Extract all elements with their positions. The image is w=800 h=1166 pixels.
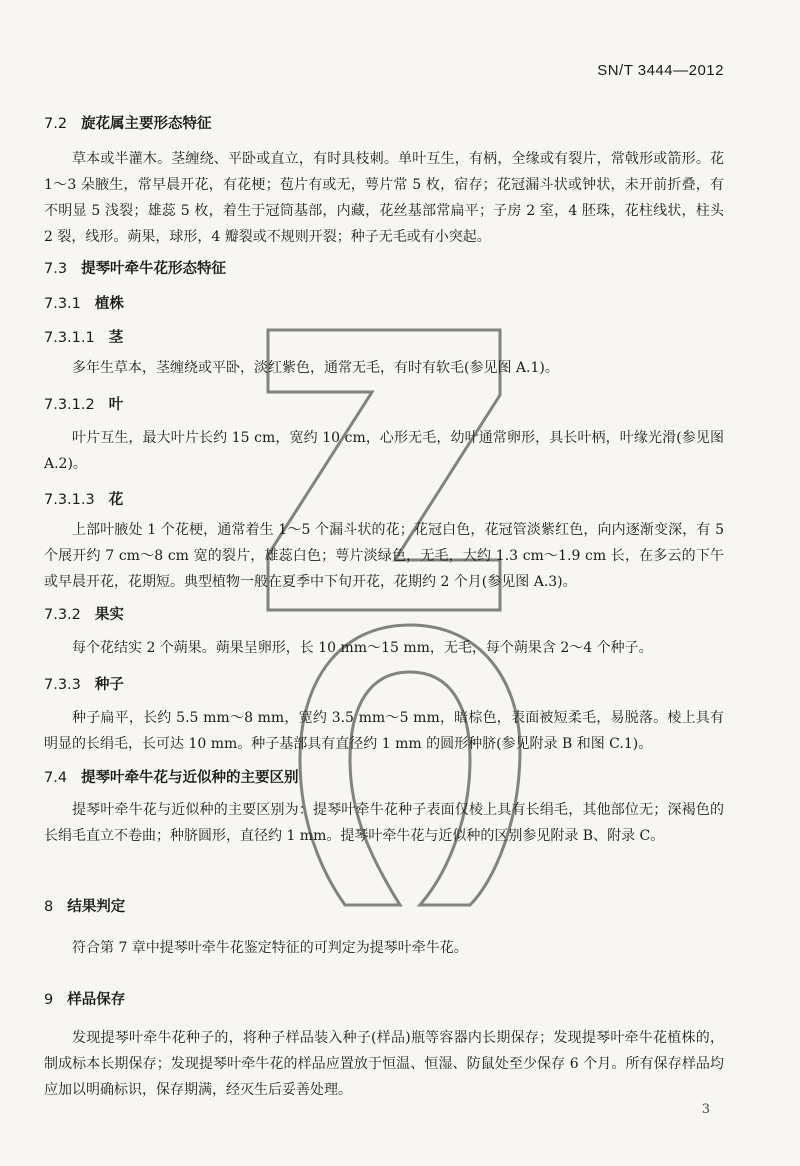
section-number: 7.3.1 bbox=[44, 296, 81, 312]
section-number: 7.2 bbox=[44, 116, 68, 132]
page-number: 3 bbox=[701, 1102, 710, 1117]
standard-code: SN/T 3444—2012 bbox=[597, 62, 724, 79]
paragraph-judgement: 符合第 7 章中提琴叶牵牛花鉴定特征的可判定为提琴叶牵牛花。 bbox=[72, 940, 468, 956]
section-heading-7-4 bbox=[44, 766, 299, 787]
paragraph-fruit: 每个花结实 2 个蒴果。蒴果呈卵形，长 10 mm～15 mm，无毛，每个蒴果含 2～4 个种子。 bbox=[72, 640, 653, 656]
section-title: 结果判定 bbox=[67, 899, 126, 915]
section-title: 提琴叶牵牛花形态特征 bbox=[81, 261, 227, 277]
section-title: 果实 bbox=[94, 607, 124, 623]
section-heading-7-2 bbox=[44, 112, 212, 133]
section-title: 样品保存 bbox=[67, 992, 126, 1008]
section-title: 植株 bbox=[94, 296, 124, 312]
paragraph-differences: 提琴叶牵牛花与近似种的主要区别为：提琴叶牵牛花种子表面仅棱上具有长绢毛，其他部位无；深褐色的长绢毛直立不卷曲；种脐圆形，直径约 1 mm。提琴叶牵牛花与近似种的区别参见附录 B、附录 C。 bbox=[44, 802, 724, 844]
paragraph-seed: 种子扁平，长约 5.5 mm～8 mm，宽约 3.5 mm～5 mm，暗棕色，表面被短柔毛，易脱落。棱上具有明显的长绢毛，长可达 10 mm。种子基部具有直径约 1 mm 的圆形种脐(参见附录 B 和图 C.1)。 bbox=[44, 710, 724, 752]
section-title: 种子 bbox=[94, 677, 124, 693]
section-heading-7-3 bbox=[44, 257, 226, 278]
section-heading-7-3-1 bbox=[44, 292, 124, 313]
section-title: 叶 bbox=[108, 397, 124, 413]
section-number: 8 bbox=[44, 899, 54, 915]
section-heading-7-3-3 bbox=[44, 673, 124, 694]
paragraph-7-2: 草本或半灌木。茎缠绕、平卧或直立，有时具枝刺。单叶互生，有柄，全缘或有裂片，常戟形或箭形。花 1～3 朵腋生，常早晨开花，有花梗；苞片有或无，萼片常 5 枚，宿存；花冠漏斗状或钟状，未开前折叠，有不明显 5 浅裂；雄蕊 5 枚，着生于冠筒基部，内藏，花丝基部常扁平；子房 2 室，4 胚珠，花柱线状，柱头 2 裂，线形。蒴果，球形，4 瓣裂或不规则开裂；种子无毛或有小突起。 bbox=[44, 151, 724, 245]
section-heading-9 bbox=[44, 988, 125, 1009]
section-heading-7-3-1-3 bbox=[44, 488, 123, 509]
section-heading-8 bbox=[44, 895, 125, 916]
section-heading-7-3-2 bbox=[44, 603, 124, 624]
section-number: 7.3.1.1 bbox=[44, 330, 95, 346]
paragraph-stem: 多年生草本，茎缠绕或平卧，淡红紫色，通常无毛，有时有软毛(参见图 A.1)。 bbox=[72, 360, 559, 376]
section-number: 7.3 bbox=[44, 261, 68, 277]
paragraph-flower: 上部叶腋处 1 个花梗，通常着生 1～5 个漏斗状的花；花冠白色，花冠管淡紫红色，向内逐渐变深，有 5 个展开约 7 cm～8 cm 宽的裂片，雄蕊白色；萼片淡绿色，无毛，大约 1.3 cm～1.9 cm 长，在多云的下午或早晨开花，花期短。典型植物一般在夏季中下旬开花，花期约 2 个月(参见图 A.3)。 bbox=[44, 522, 724, 590]
paragraph-storage: 发现提琴叶牵牛花种子的，将种子样品装入种子(样品)瓶等容器内长期保存；发现提琴叶牵牛花植株的，制成标本长期保存；发现提琴叶牵牛花的样品应置放于恒温、恒湿、防鼠处至少保存 6 个月。所有保存样品均应加以明确标识，保存期满，经灭生后妥善处理。 bbox=[44, 1030, 724, 1098]
section-heading-7-3-1-2 bbox=[44, 393, 123, 414]
section-title: 旋花属主要形态特征 bbox=[81, 116, 212, 132]
section-number: 7.3.1.3 bbox=[44, 492, 95, 508]
section-number: 7.3.1.2 bbox=[44, 397, 95, 413]
section-title: 茎 bbox=[108, 330, 124, 346]
section-number: 7.3.2 bbox=[44, 607, 81, 623]
section-number: 9 bbox=[44, 992, 54, 1008]
section-title: 花 bbox=[108, 492, 124, 508]
section-heading-7-3-1-1 bbox=[44, 326, 123, 347]
section-number: 7.4 bbox=[44, 770, 68, 786]
section-title: 提琴叶牵牛花与近似种的主要区别 bbox=[81, 770, 299, 786]
section-number: 7.3.3 bbox=[44, 677, 81, 693]
paragraph-leaf: 叶片互生，最大叶片长约 15 cm，宽约 10 cm，心形无毛，幼叶通常卵形，具长叶柄，叶缘光滑(参见图 A.2)。 bbox=[44, 430, 724, 472]
